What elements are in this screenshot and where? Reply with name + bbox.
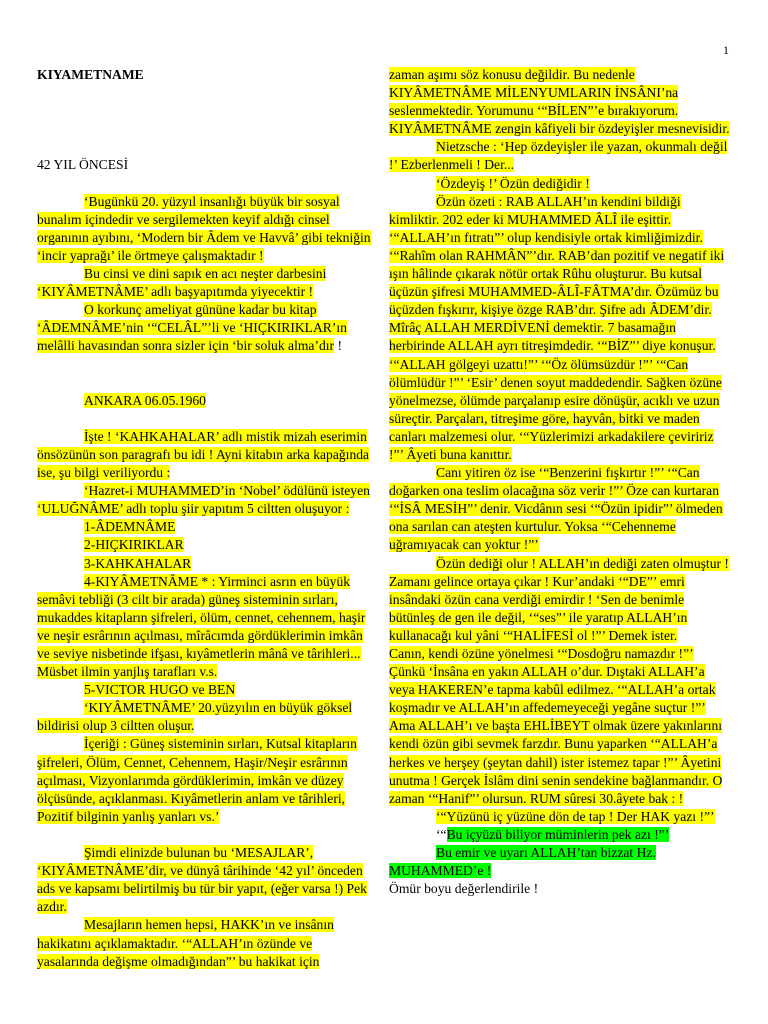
paragraph: [389, 193, 731, 464]
blank-line: [37, 138, 377, 156]
paragraph: [389, 826, 731, 844]
paragraph-text: zaman aşımı söz konusu değildir. Bu nedenle KIYÂMETNÂME MİLENYUMLARIN İNSÂNI’na seslenmektedir. Yorumunu ‘“BİLEN”’e bırakıyorum. KIYÂMETNÂME zengin kâfiyeli bir özdeyişler mesnevisidir.: [389, 67, 730, 137]
paragraph-text: Özün dediği olur ! ALLAH’ın dediği zaten olmuştur ! Zamanı gelince ortaya çıkar ! Kur’andaki ‘“DE”’ emri insândaki özün cana verdiği emirdir ! ‘Sen de benimle bütünleş de gen ile değil, ‘“ses”’ ile yaratıp ALLAH’ın kullanacağı kul yâni ‘“HALİFESİ ol !”’ Demek ister.: [389, 555, 729, 643]
paragraph-text: O korkunç ameliyat gününe kadar bu kitap ‘ÂDEMNÂME’nin ‘“CELÂL”’li ve ‘HIÇKIRIKLAR’ın melâlli havasından sonra sizler için ‘bir soluk alma’dır: [37, 302, 347, 354]
paragraph-text: Mesajların hemen hepsi, HAKK’ın ve insânın hakikatını açıklamaktadır. ‘“ALLAH’ın özünde ve yasalarında değişme olmadığından”’ bu hakikat için: [37, 917, 334, 969]
blank-line: [37, 175, 377, 193]
paragraph: [389, 66, 731, 138]
section-heading: [37, 156, 377, 174]
blank-line: [37, 84, 377, 102]
paragraph: [37, 301, 377, 355]
paragraph-text: Bu emir ve uyarı ALLAH’tan bizzat Hz. MUHAMMED’e !: [389, 845, 656, 879]
paragraph: [389, 645, 731, 808]
highlighted-text: Bu içyüzü biliyor müminlerin pek azı !”’: [446, 826, 670, 842]
heading-text: 42 YIL ÖNCESİ: [37, 157, 129, 173]
paragraph-tail: !: [334, 338, 343, 354]
paragraph-text: Canı yitiren öz ise ‘“Benzerini fışkırtır !”’ ‘“Can doğarken ona teslim olacağına söz verir !”’ Öze can kurtaran ‘“İSÂ MESİH”’ denir. Vicdânın sesi ‘“Özün ipidir”’ ölmeden ona sarılan can ateşten kurtulur. Yoksa ‘“Cehenneme uğramıyacak can yoktur !”’: [389, 465, 723, 553]
paragraph-text: ‘KIYÂMETNÂME’ 20.yüzyılın en büyük göksel bildirisi olup 3 ciltten oluşur.: [37, 700, 353, 734]
paragraph: [389, 844, 731, 880]
blank-line: [37, 826, 377, 844]
paragraph: [37, 699, 377, 735]
paragraph-text: ‘“Yüzünü iç yüzüne dön de tap ! Der HAK yazı !”’: [436, 808, 715, 824]
paragraph-text: 1-ÂDEMNÂME: [84, 519, 176, 535]
paragraph: [37, 193, 377, 265]
paragraph-text: ANKARA 06.05.1960: [84, 392, 206, 408]
paragraph: [37, 428, 377, 482]
paragraph: [37, 536, 377, 554]
paragraph-text: 3-KAHKAHALAR: [84, 555, 192, 571]
paragraph: [37, 573, 377, 682]
blank-line: [37, 374, 377, 392]
quote-mark: ‘“: [436, 826, 447, 842]
paragraph-text: Nietzsche : ‘Hep özdeyişler ile yazan, okunmalı değil !’ Ezberlenmeli ! Der...: [389, 139, 728, 173]
blank-line: [37, 120, 377, 138]
paragraph-text: Özün özeti : RAB ALLAH’ın kendini bildiği kimliktir. 202 eder ki MUHAMMED ÂLÎ ile eşittir. ‘“ALLAH’ın fıtratı”’ olup kendisiyle ortak kimliğimizdir. ‘“Rahîm olan RAHMÂN”’dır. RAB’dan pozitif ve negatif iki ışın hâlinde çıkarak nötür ortak Rûhu oluşturur. Bu kutsal üçüzün şifresi MUHAMMED-ÂLÎ-FÂTMA’dır. Özümüz bu üçüzden fışkırır, kişiye özge RAB’dır. Şifre adı ÂDEM’dir. Mîrâç ALLAH MERDİVENİ demektir. 7 basamağın herbirinde ALLAH ayrı titreşimdedir. ‘“BİZ”’ diye konuşur. ‘“ALLAH gölgeyi uzattı!”’ ‘“Öz ölümsüzdür !”’ ‘“Can ölümlüdür !”’ ‘Esir’ denen soyut maddedendir. Sağken özüne yönelmezse, ölümde parçalanıp esire dönüşür, acıklı ve uzun süreçtir. Parçaları, titreşime göre, hayvân, bitki ve maden canları malzemesi olur. ‘“Yüzlerimizi arkadakilere çeviririz !”’ Âyeti buna kanıttır.: [389, 193, 725, 462]
paragraph: [37, 916, 377, 970]
paragraph: [389, 175, 731, 193]
paragraph: [37, 518, 377, 536]
paragraph: [37, 681, 377, 699]
blank-line: [37, 356, 377, 374]
paragraph: [389, 555, 731, 645]
paragraph: [389, 138, 731, 174]
paragraph-text: 4-KIYÂMETNÂME * : Yirminci asrın en büyük semâvi tebliği (3 cilt bir arada) güneş sisteminin sırları, mukaddes kitapların şifreleri, ölüm, cennet, cehennem, haşir ve neşir esrârının açılması, mîrâcımda gördüklerimin imkân ve seviye nisbetinde ifşası, kıyâmetlerin mânâ ve târihleri... Müsbet ilmin yanjlış tarafları v.s.: [37, 573, 366, 680]
paragraph-text: ‘Bugünkü 20. yüzyıl insanlığı büyük bir sosyal bunalım içindedir ve sergilemekten keyif aldığı cinsel organının ayıbını, ‘Modern bir Âdem ve Havvâ’ gibi tekniğin ‘incir yaprağı’ ile örtmeye çalışmaktadır !: [37, 193, 371, 263]
document-title: [37, 66, 377, 84]
paragraph-text: 5-VICTOR HUGO ve BEN: [84, 682, 236, 698]
paragraph: [389, 808, 731, 826]
paragraph-text: İşte ! ‘KAHKAHALAR’ adlı mistik mizah eserimin önsözünün son paragrafı bu idi ! Ayni kitabın arka kapağında ise, şu bilgi veriliyordu :: [37, 428, 370, 481]
paragraph: [389, 880, 731, 898]
paragraph: [37, 735, 377, 825]
paragraph-text: Canın, kendi özüne yönelmesi ‘“Dosdoğru namazdır !”’ Çünkü ‘İnsâna en yakın ALLAH o’dur. Dıştaki ALLAH’a veya HAKEREN’e tapma kabûl edilmez. ‘“ALLAH’a ortak koşmadır ve ALLAH’ın affedemeyeceği yegâne suçtur !”’ Ama ALLAH’ı ve başta EHLİBEYT olmak üzere yakınlarını kendi özün gibi sevmek farzdır. Bunu yaparken ‘“ALLAH’a herkes ve herşey (şeytan dahil) ister istemez tapar !”’ Âyetini unutma ! Gerçek İslâm dini senin sendekine bağlanmandır. O zaman ‘“Hanif”’ olursun. RUM sûresi 30.âyete bak : !: [389, 646, 723, 806]
left-column: [37, 66, 377, 971]
paragraph-text: ‘Özdeyiş !’ Özün dediğidir !: [436, 175, 590, 191]
paragraph: [37, 392, 377, 410]
paragraph: [37, 265, 377, 301]
right-column: [389, 66, 731, 898]
paragraph-text: Bu cinsi ve dini sapık en acı neşter darbesini ‘KIYÂMETNÂME’ adlı başyapıtımda yiyecektir !: [37, 266, 327, 300]
paragraph: [389, 464, 731, 554]
blank-line: [37, 410, 377, 428]
paragraph: [37, 482, 377, 518]
paragraph-text: Şimdi elinizde bulunan bu ‘MESAJLAR’, ‘KIYÂMETNÂME’dir, ve dünyâ târihinde ‘42 yıl’ önceden ads ve kapsamı belirtilmiş bu tür bir yapıt, (eğer varsa !) Pek azdır.: [37, 845, 367, 915]
paragraph-text: İçeriği : Güneş sisteminin sırları, Kutsal kitapların şifreleri, Ölüm, Cennet, Cehennem, Haşir/Neşir esrârının açılması, Vizyonlarımda gördüklerimin, imkân ve düzey ölçüsünde, açıklanması. Kıyâmetlerin anlam ve târihleri, Pozitif bilginin yanlış yanları vs.’: [37, 736, 357, 824]
paragraph-text: 2-HIÇKIRIKLAR: [84, 537, 184, 553]
page-number: 1: [723, 43, 729, 57]
paragraph-text: ‘Hazret-i MUHAMMED’in ‘Nobel’ ödülünü isteyen ‘ULUĞNÂME’ adlı toplu şiir yapıtım 5 ciltten oluşuyor :: [37, 483, 370, 517]
paragraph: [37, 844, 377, 916]
paragraph-text: Ömür boyu değerlendirile !: [389, 881, 539, 897]
blank-line: [37, 102, 377, 120]
heading-text: KIYAMETNAME: [37, 67, 144, 82]
paragraph: [37, 555, 377, 573]
